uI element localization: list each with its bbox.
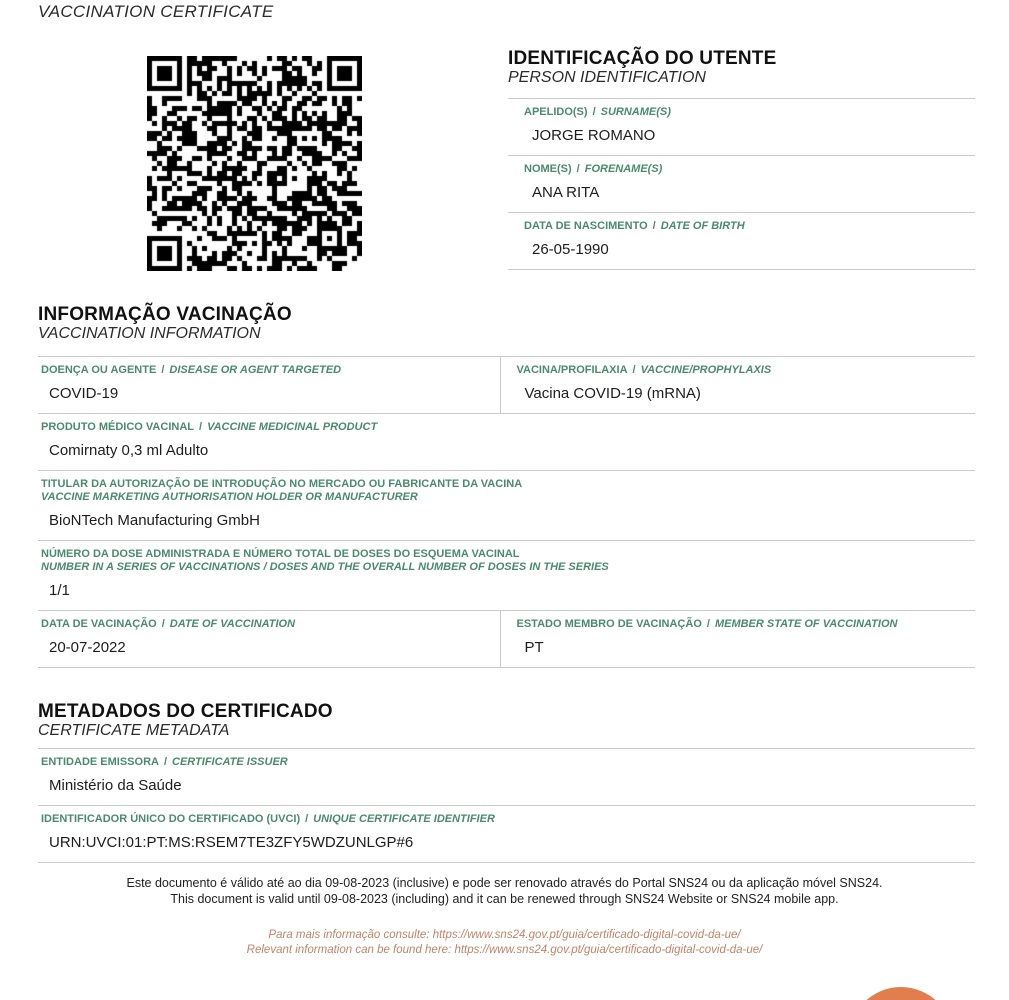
vaccine-type-field xyxy=(500,357,976,413)
vaccination-date-label-pt: DATA DE VACINAÇÃO xyxy=(41,618,157,630)
forename-label-pt: NOME(S) xyxy=(524,163,572,175)
date-of-birth-label xyxy=(508,220,975,233)
vaccine-type-label-en: VACCINE/PROPHYLAXIS xyxy=(640,364,772,376)
surname-label-en: SURNAME(S) xyxy=(600,106,671,118)
info-link-pt: Para mais informação consulte: https://www.sns24.gov.pt/guia/certificado-digital-covid-da-ue/ xyxy=(268,929,741,941)
metadata-header-en: CERTIFICATE METADATA xyxy=(38,722,230,739)
uvci-label-en: UNIQUE CERTIFICATE IDENTIFIER xyxy=(313,813,495,825)
issuer-value: Ministério da Saúde xyxy=(49,777,182,794)
surname-label-pt: APELIDO(S) xyxy=(524,106,588,118)
validity-note-pt: Este documento é válido até ao dia 09-08-2023 (inclusive) e pode ser renovado através do Portal SNS24 ou da aplicação móvel SNS24. xyxy=(126,876,883,890)
date-of-birth-field xyxy=(508,212,975,269)
product-label-en: VACCINE MEDICINAL PRODUCT xyxy=(207,421,378,433)
vaccination-date-value: 20-07-2022 xyxy=(49,639,126,656)
date-state-row xyxy=(38,610,975,667)
validity-note-en: This document is valid until 09-08-2023 (including) and it can be renewed through SNS24 Website or SNS24 mobile app. xyxy=(170,891,839,906)
disease-label-pt: DOENÇA OU AGENTE xyxy=(41,364,157,376)
issuer-label-pt: ENTIDADE EMISSORA xyxy=(41,756,159,768)
member-state-label-en: MEMBER STATE OF VACCINATION xyxy=(714,618,898,630)
vaccination-section-header xyxy=(38,304,292,343)
label-separator: / xyxy=(163,756,168,768)
info-link-en: Relevant information can be found here: https://www.sns24.gov.pt/guia/certificado-digital-covid-da-ue/ xyxy=(246,943,763,956)
manufacturer-field xyxy=(38,470,975,540)
uvci-label xyxy=(38,813,975,826)
identification-section-header xyxy=(508,48,777,87)
product-label-pt: PRODUTO MÉDICO VACINAL xyxy=(41,421,194,433)
label-separator: / xyxy=(305,813,309,825)
label-separator: / xyxy=(632,364,636,376)
forename-label-en: FORENAME(S) xyxy=(584,163,663,175)
sns24-logo-fragment xyxy=(849,987,953,1000)
dose-number-label-en: NUMBER IN A SERIES OF VACCINATIONS / DOSES AND THE OVERALL NUMBER OF DOSES IN THE SERIES xyxy=(41,561,609,573)
certificate-title-en: VACCINATION CERTIFICATE xyxy=(38,2,274,21)
surname-value: JORGE ROMANO xyxy=(532,127,656,144)
vaccine-type-value: Vacina COVID-19 (mRNA) xyxy=(524,385,701,402)
disease-vaccine-row xyxy=(38,356,975,413)
forename-value: ANA RITA xyxy=(532,184,600,201)
date-of-birth-label-en: DATE OF BIRTH xyxy=(660,220,745,232)
member-state-label-pt: ESTADO MEMBRO DE VACINAÇÃO xyxy=(516,618,702,630)
disease-label-en: DISEASE OR AGENT TARGETED xyxy=(169,364,342,376)
disease-field xyxy=(38,357,500,413)
surname-label xyxy=(508,106,975,119)
dose-number-value: 1/1 xyxy=(49,582,70,599)
vaccination-fields xyxy=(38,356,975,668)
label-separator: / xyxy=(199,421,203,433)
date-of-birth-label-pt: DATA DE NASCIMENTO xyxy=(524,220,648,232)
metadata-section-header xyxy=(38,701,333,740)
product-label xyxy=(38,421,975,434)
manufacturer-label xyxy=(38,478,975,504)
manufacturer-label-en: VACCINE MARKETING AUTHORISATION HOLDER OR MANUFACTURER xyxy=(41,491,418,503)
date-of-birth-value: 26-05-1990 xyxy=(532,241,609,258)
issuer-label xyxy=(38,756,975,769)
uvci-value: URN:UVCI:01:PT:MS:RSEM7TE3ZFY5WDZUNLGP#6 xyxy=(49,834,414,851)
product-value: Comirnaty 0,3 ml Adulto xyxy=(49,442,209,459)
manufacturer-label-pt: TITULAR DA AUTORIZAÇÃO DE INTRODUÇÃO NO MERCADO OU FABRICANTE DA VACINA xyxy=(41,478,523,490)
vaccination-header-pt: INFORMAÇÃO VACINAÇÃO xyxy=(38,304,292,325)
product-field xyxy=(38,413,975,470)
label-separator: / xyxy=(652,220,656,232)
label-separator: / xyxy=(592,106,596,118)
manufacturer-value: BioNTech Manufacturing GmbH xyxy=(49,512,260,529)
metadata-fields xyxy=(38,748,975,863)
member-state-field xyxy=(500,611,976,667)
validity-note xyxy=(0,876,1009,907)
info-links xyxy=(0,928,1009,957)
uvci-field xyxy=(38,805,975,862)
metadata-header-pt: METADADOS DO CERTIFICADO xyxy=(38,701,333,722)
uvci-label-pt: IDENTIFICADOR ÚNICO DO CERTIFICADO (UVCI) xyxy=(41,813,301,825)
vaccination-header-en: VACCINATION INFORMATION xyxy=(38,325,261,342)
member-state-label xyxy=(514,618,976,631)
dose-number-field xyxy=(38,540,975,610)
surname-field xyxy=(508,98,975,155)
dose-number-label-pt: NÚMERO DA DOSE ADMINISTRADA E NÚMERO TOTAL DE DOSES DO ESQUEMA VACINAL xyxy=(41,548,520,560)
issuer-label-en: CERTIFICATE ISSUER xyxy=(172,756,288,768)
vaccine-type-label xyxy=(514,364,976,377)
label-separator: / xyxy=(576,163,580,175)
label-separator: / xyxy=(706,618,710,630)
label-separator: / xyxy=(161,618,165,630)
identification-fields xyxy=(508,98,975,270)
disease-value: COVID-19 xyxy=(49,385,119,402)
identification-header-pt: IDENTIFICAÇÃO DO UTENTE xyxy=(508,48,777,69)
forename-label xyxy=(508,163,975,176)
disease-label xyxy=(38,364,500,377)
vaccine-type-label-pt: VACINA/PROFILAXIA xyxy=(516,364,628,376)
forename-field xyxy=(508,155,975,212)
qr-code xyxy=(147,56,362,271)
vaccination-date-field xyxy=(38,611,500,667)
issuer-field xyxy=(38,748,975,805)
identification-header-en: PERSON IDENTIFICATION xyxy=(508,69,706,86)
member-state-value: PT xyxy=(524,639,544,656)
dose-number-label xyxy=(38,548,975,574)
label-separator: / xyxy=(161,364,165,376)
vaccination-date-label-en: DATE OF VACCINATION xyxy=(169,618,296,630)
vaccination-date-label xyxy=(38,618,500,631)
